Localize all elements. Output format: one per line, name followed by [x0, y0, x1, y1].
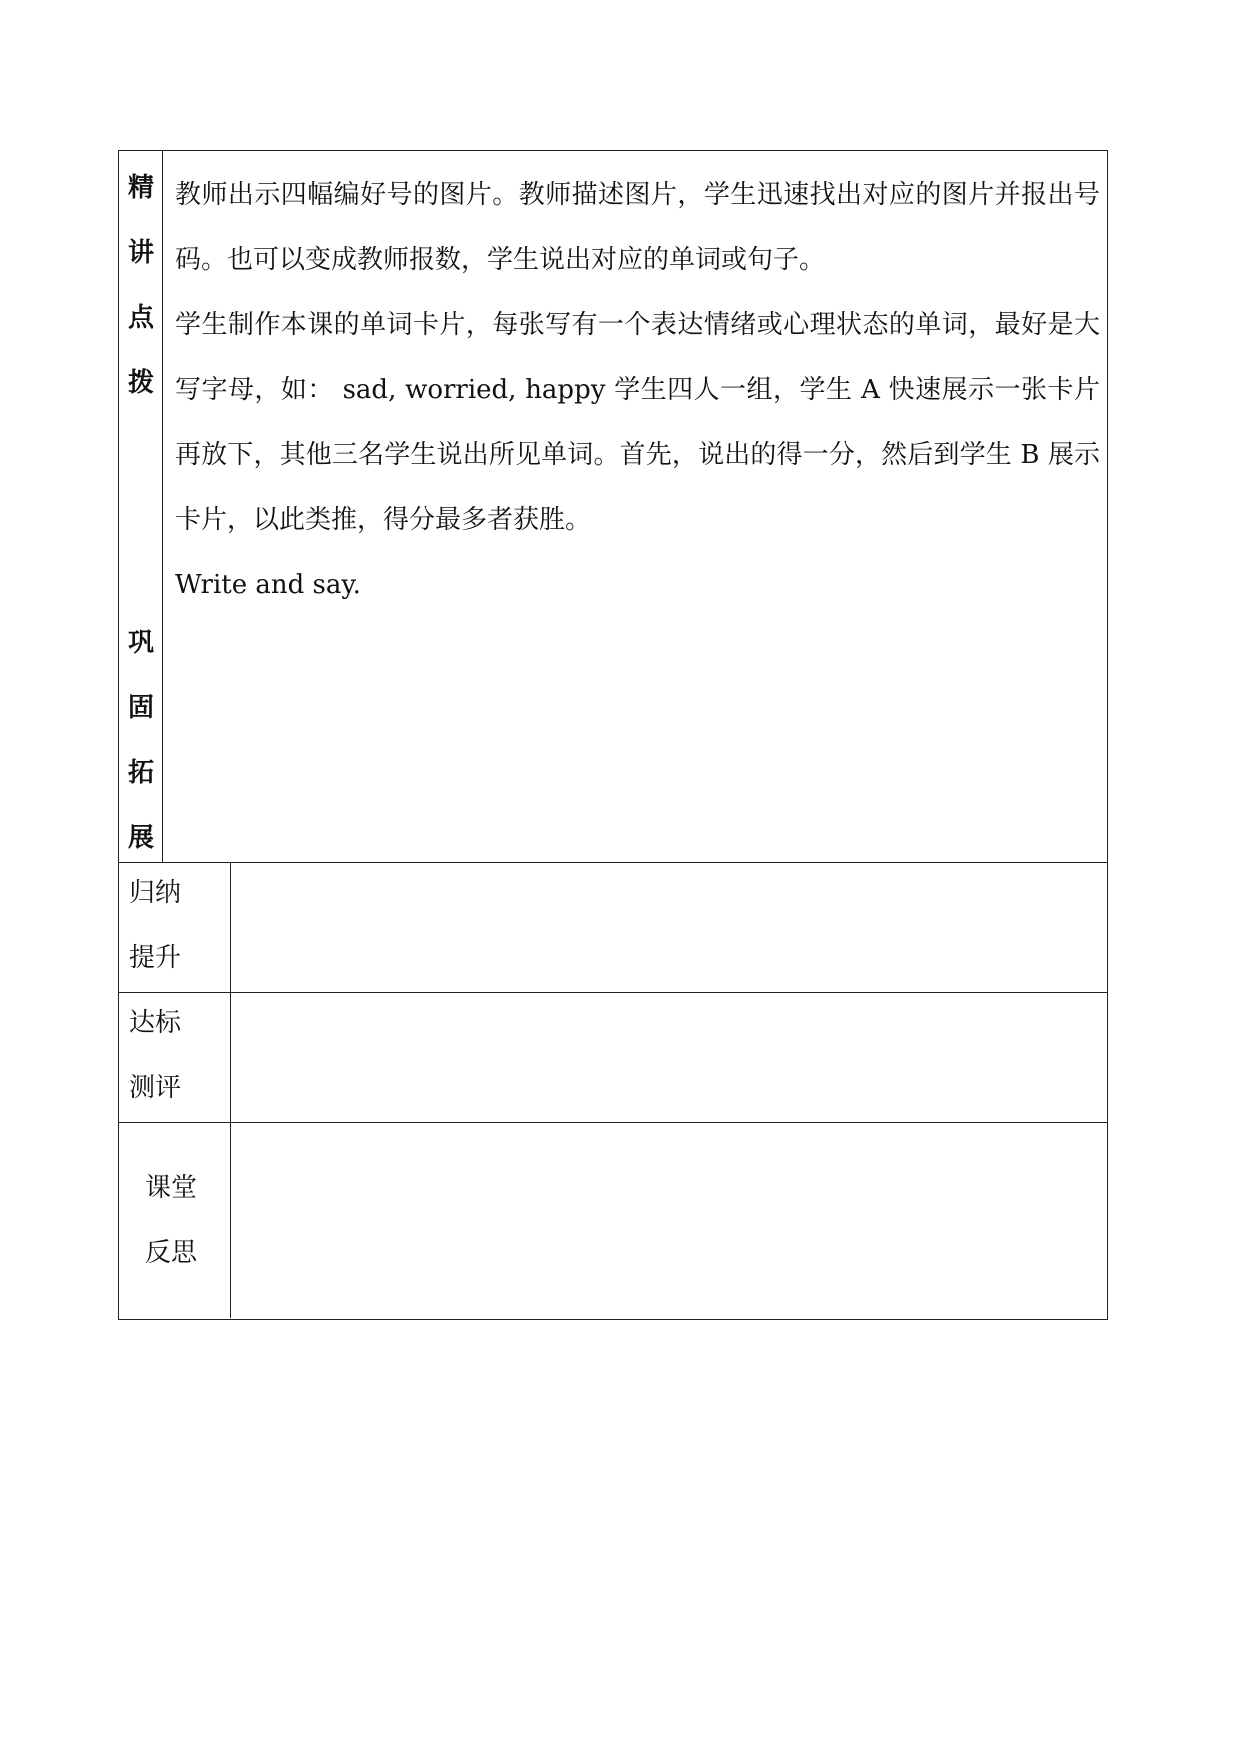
label-char: 点	[127, 303, 154, 333]
explanation-section	[119, 151, 1107, 863]
row-label-cell	[119, 1123, 231, 1318]
row-label: 归纳	[129, 878, 182, 908]
label-char: 讲	[127, 238, 154, 268]
label-char: 精	[127, 173, 154, 203]
label-char: 展	[127, 823, 154, 853]
row-label: 测评	[129, 1073, 182, 1103]
row-label: 课堂	[145, 1173, 198, 1203]
label-char: 拓	[127, 758, 154, 788]
row-label: 反思	[145, 1238, 198, 1268]
summary-row	[119, 863, 1107, 993]
label-char: 巩	[127, 628, 154, 658]
row-label-cell	[119, 863, 231, 992]
lesson-plan-table	[118, 150, 1108, 1320]
row-label: 达标	[129, 1008, 182, 1038]
reflection-row	[119, 1123, 1107, 1318]
label-char: 固	[127, 693, 154, 723]
section-content	[175, 163, 1100, 618]
row-label-cell	[119, 993, 231, 1122]
section-label-column	[119, 151, 163, 862]
label-char: 拨	[127, 368, 154, 398]
assessment-row	[119, 993, 1107, 1123]
paragraph: Write and say.	[175, 570, 361, 600]
row-label: 提升	[129, 943, 182, 973]
paragraph: 教师出示四幅编好号的图片。教师描述图片，学生迅速找出对应的图片并报出号码。也可以变成教师报数，学生说出对应的单词或句子。	[175, 180, 1100, 275]
paragraph: 学生制作本课的单词卡片，每张写有一个表达情绪或心理状态的单词，最好是大写字母，如： sad, worried, happy 学生四人一组，学生 A 快速展示一张卡片再放下，其他三名学生说出所见单词。首先，说出的得一分，然后到学生 B 展示卡片，以此类推，得分最多者获胜。	[175, 310, 1100, 535]
